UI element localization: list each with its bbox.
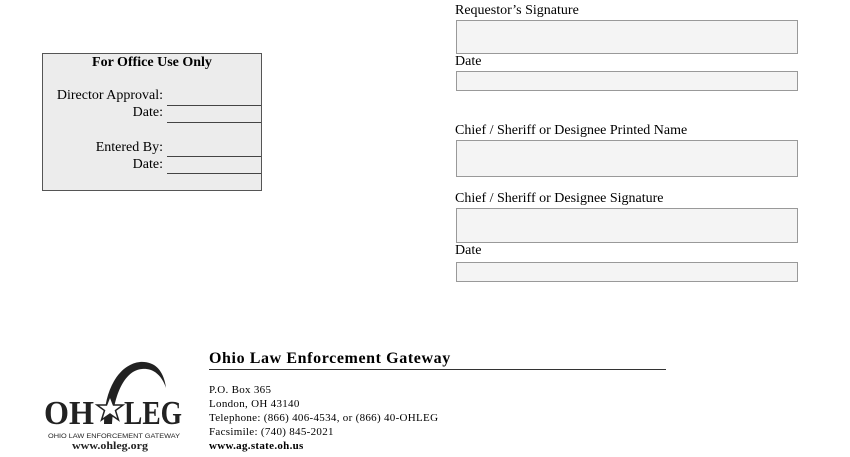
director-approval-line[interactable] <box>167 105 261 106</box>
address-city: London, OH 43140 <box>209 398 300 410</box>
chief-signature-label: Chief / Sheriff or Designee Signature <box>455 191 664 206</box>
logo-subtitle: OHIO LAW ENFORCEMENT GATEWAY <box>48 433 180 440</box>
logo-wordmark-right: LEG <box>124 395 182 432</box>
org-name-rule <box>209 369 666 370</box>
chief-printed-name-input[interactable] <box>457 141 797 176</box>
ohleg-logo <box>42 358 187 452</box>
org-name: Ohio Law Enforcement Gateway <box>209 350 451 367</box>
chief-date-label: Date <box>455 243 482 258</box>
chief-signature-input[interactable] <box>457 209 797 242</box>
chief-printed-name-field[interactable] <box>456 140 798 177</box>
logo-url: www.ohleg.org <box>72 441 148 452</box>
requestor-signature-input[interactable] <box>457 21 797 53</box>
address-po-box: P.O. Box 365 <box>209 384 272 396</box>
requestor-signature-field[interactable] <box>456 20 798 54</box>
requestor-date-input[interactable] <box>457 72 797 90</box>
chief-date-input[interactable] <box>457 263 797 281</box>
entered-by-line[interactable] <box>167 156 261 157</box>
office-use-box <box>42 53 262 191</box>
requestor-date-field[interactable] <box>456 71 798 91</box>
website-link[interactable]: www.ag.state.oh.us <box>209 440 304 452</box>
facsimile-text: Facsimile: (740) 845-2021 <box>209 426 334 438</box>
office-use-title: For Office Use Only <box>92 55 212 70</box>
chief-printed-name-label: Chief / Sheriff or Designee Printed Name <box>455 123 688 138</box>
office-date-line-2[interactable] <box>167 173 261 174</box>
requestor-date-label: Date <box>455 54 482 69</box>
telephone-text: Telephone: (866) 406-4534, or (866) 40-OHLEG <box>209 412 439 424</box>
office-date-line-1[interactable] <box>167 122 261 123</box>
logo-wordmark-left: OH <box>44 395 94 432</box>
entered-by-label: Entered By: <box>95 140 163 155</box>
director-approval-label: Director Approval: <box>56 88 163 103</box>
chief-signature-field[interactable] <box>456 208 798 243</box>
chief-date-field[interactable] <box>456 262 798 282</box>
office-date-label-2: Date: <box>132 157 163 172</box>
requestor-signature-label: Requestor’s Signature <box>455 3 579 18</box>
office-date-label-1: Date: <box>132 105 163 120</box>
